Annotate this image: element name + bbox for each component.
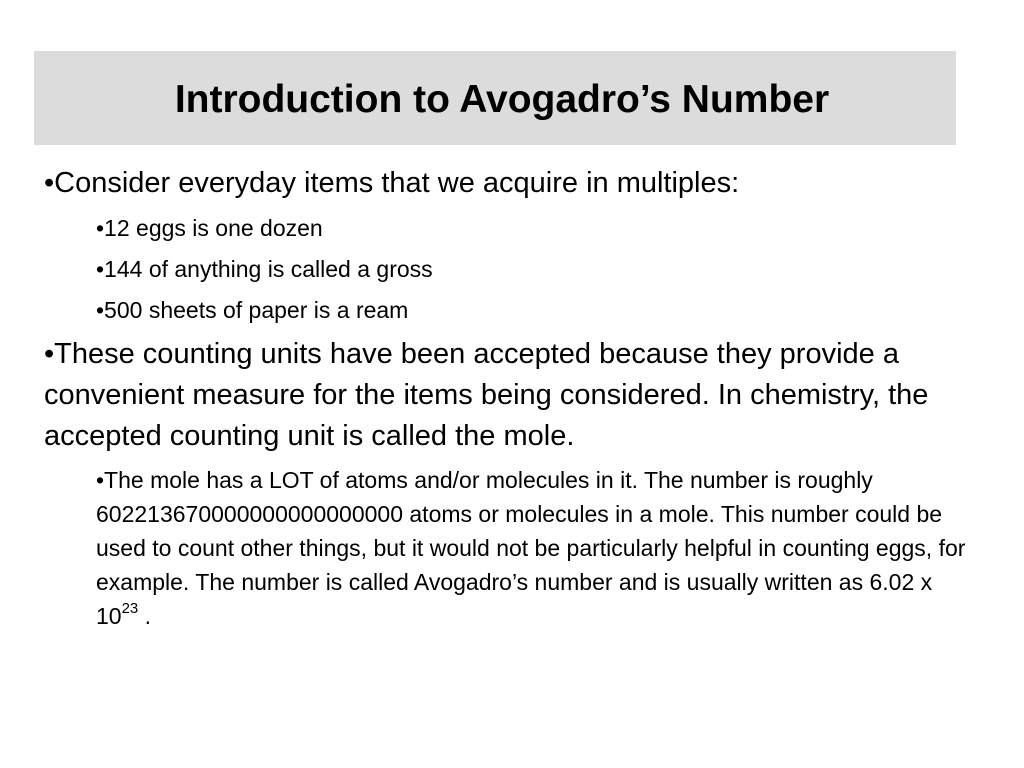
bullet-counting-units: •These counting units have been accepted because they provide a convenient measure for the items being considered. In chemistry, the accepted counting unit is called the mole. [44, 338, 929, 452]
mole-description: •The mole has a LOT of atoms and/or molecules in it. The number is roughly 602213670000000000000000 atoms or molecules in a mole. This number could be used to count other things, but it would not be particularly helpful in counting eggs, for example. The number is called Avogadro’s number and is usually written as 6.02 x 10 [96, 467, 966, 629]
mole-description-tail: . [138, 603, 152, 629]
sub-bullet-gross: •144 of anything is called a gross [96, 256, 433, 282]
bullet-consider: •Consider everyday items that we acquire in multiples: [44, 167, 740, 199]
sub-bullet-dozen: •12 eggs is one dozen [96, 215, 323, 241]
sub-bullet-mole [96, 463, 976, 633]
sub-bullet-ream: •500 sheets of paper is a ream [96, 297, 409, 323]
avogadro-exponent: 23 [121, 600, 139, 618]
slide-body [44, 163, 994, 633]
slide-title: Introduction to Avogadro’s Number [174, 78, 830, 121]
